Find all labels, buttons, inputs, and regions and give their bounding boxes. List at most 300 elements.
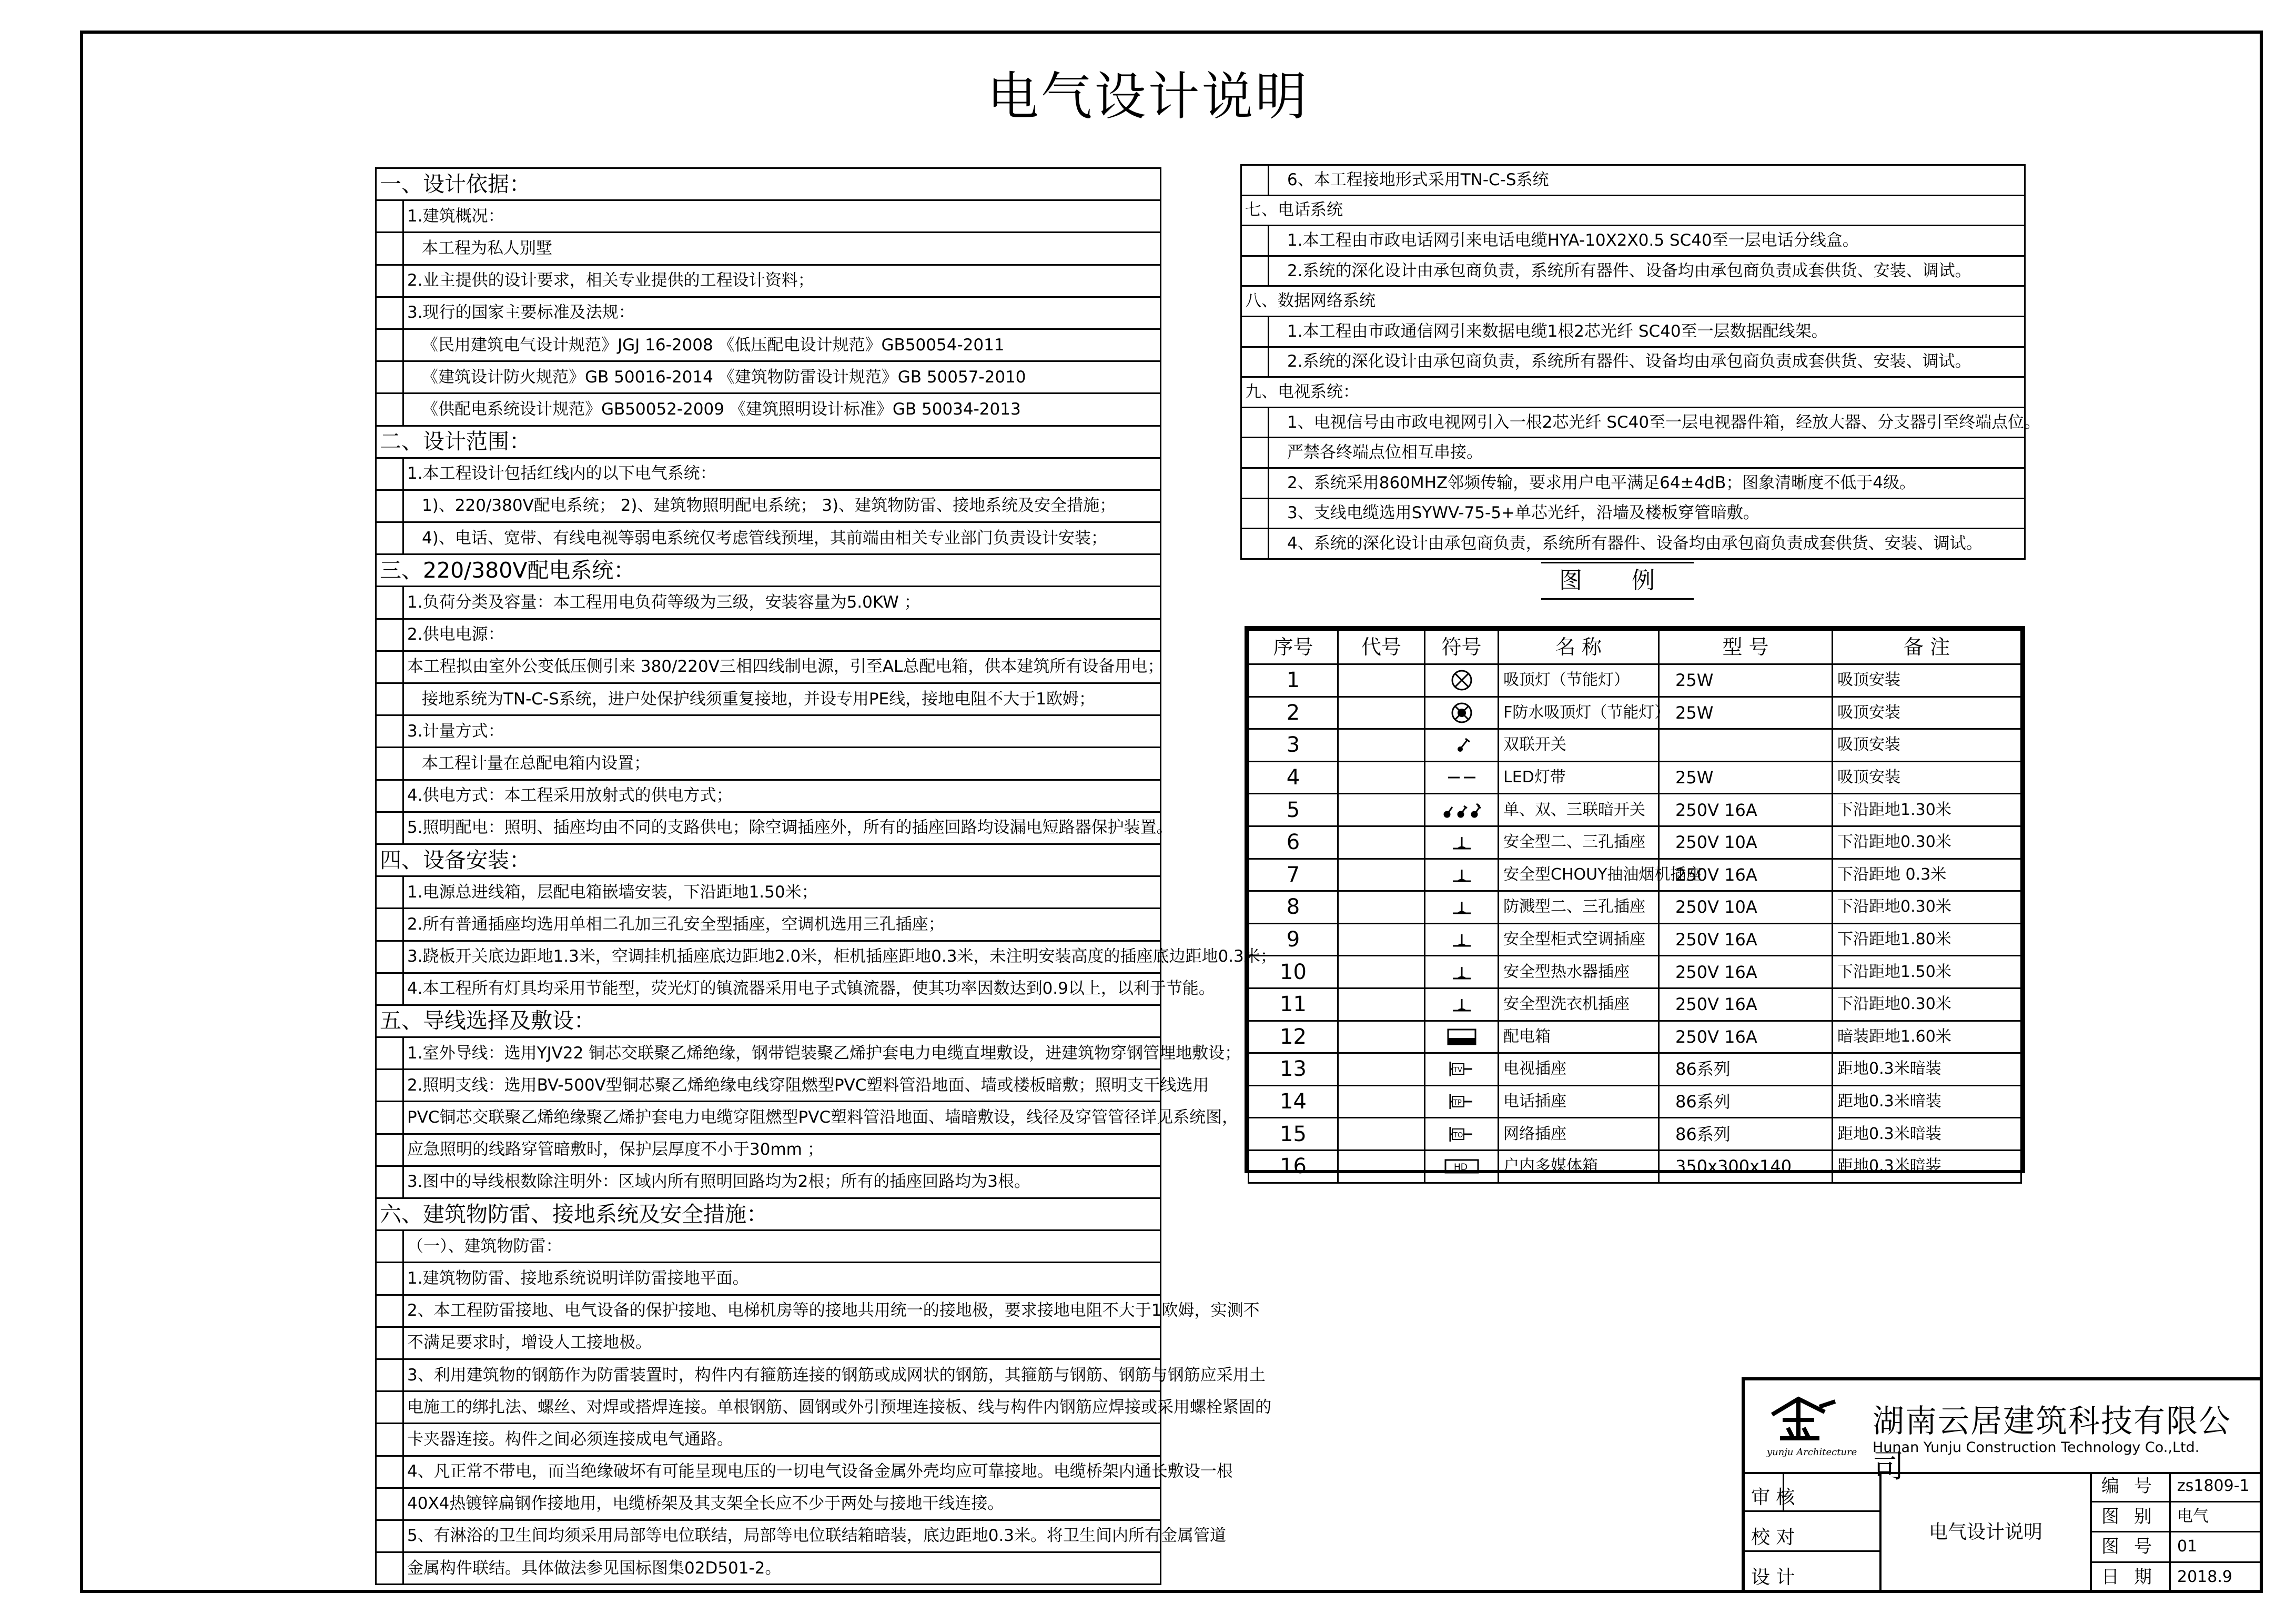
title-field-value: 2018.9	[2177, 1567, 2232, 1586]
legend-note: 距地0.3米暗装	[1833, 1118, 2021, 1151]
legend-no: 4	[1249, 761, 1338, 794]
legend-note: 下沿距地1.80米	[1833, 923, 2021, 956]
note-row	[376, 522, 1161, 554]
title-block-grid	[1745, 1472, 2263, 1593]
note-row	[376, 909, 1161, 941]
legend-note: 吸顶安装	[1833, 761, 2021, 794]
legend-note: 距地0.3米暗装	[1833, 1150, 2021, 1183]
note-margin-cell	[376, 1327, 403, 1359]
note-text: 4、凡正常不带电，而当绝缘破坏有可能呈现电压的一切电气设备金属外壳均应可靠接地。电缆桥架内通长敷设一根	[403, 1456, 1161, 1488]
page-title: 电气设计说明	[987, 67, 1309, 127]
legend-code	[1338, 859, 1425, 891]
note-text: 《民用建筑电气设计规范》JGJ 16-2008 《低压配电设计规范》GB50054-2011	[403, 329, 1161, 361]
legend-header-no: 序号	[1249, 630, 1338, 664]
legend-row	[1249, 1053, 2021, 1086]
note-text: 1)、220/380V配电系统； 2)、建筑物照明配电系统； 3)、建筑物防雷、接地系统及安全措施；	[403, 490, 1161, 522]
legend-no: 3	[1249, 729, 1338, 762]
note-text: 《建筑设计防火规范》GB 50016-2014 《建筑物防雷设计规范》GB 50057-2010	[403, 361, 1161, 394]
legend-name: 安全型二、三孔插座	[1499, 826, 1659, 859]
note-heading: 九、电视系统：	[1241, 377, 2025, 408]
legend-name: 吸顶灯（节能灯）	[1499, 664, 1659, 697]
note-row	[376, 780, 1161, 812]
note-margin-cell	[376, 1134, 403, 1166]
legend-symbol	[1425, 988, 1499, 1021]
note-margin-cell	[376, 233, 403, 265]
legend-model: 86系列	[1659, 1118, 1833, 1151]
legend-model: 350x300x140	[1659, 1150, 1833, 1183]
note-row	[376, 683, 1161, 715]
legend-header-note: 备 注	[1833, 630, 2021, 664]
note-margin-cell	[376, 748, 403, 780]
note-row	[1241, 407, 2025, 438]
note-text: 3.现行的国家主要标准及法规：	[403, 297, 1161, 329]
socket-icon	[1448, 863, 1476, 886]
note-row	[376, 973, 1161, 1005]
svg-text:TV: TV	[1453, 1066, 1462, 1075]
note-margin-cell	[376, 1424, 403, 1456]
legend-name: 安全型CHOUY抽油烟机插座	[1499, 859, 1659, 891]
note-text: 2.系统的深化设计由承包商负责，系统所有器件、设备均由承包商负责成套供货、安装、调试。	[1269, 347, 2025, 377]
note-row	[376, 748, 1161, 780]
legend-model: 250V 16A	[1659, 1021, 1833, 1053]
note-margin-cell	[376, 651, 403, 683]
title-block	[1742, 1377, 2263, 1593]
note-row	[376, 1359, 1161, 1391]
note-margin-cell	[376, 361, 403, 394]
legend-row	[1249, 794, 2021, 826]
ceiling-lamp-icon	[1448, 669, 1476, 692]
note-margin-cell	[376, 941, 403, 973]
legend-row	[1249, 664, 2021, 697]
legend-model: 86系列	[1659, 1053, 1833, 1086]
note-text: 3.跷板开关底边距地1.3米，空调挂机插座底边距地2.0米，柜机插座距地0.3米，未注明安装高度的插座底边距地0.3米；	[403, 941, 1161, 973]
note-row	[376, 1520, 1161, 1552]
note-text: 1.本工程设计包括红线内的以下电气系统：	[403, 458, 1161, 490]
legend-name: 双联开关	[1499, 729, 1659, 762]
note-row	[376, 1070, 1161, 1102]
note-margin-cell	[1241, 256, 1269, 286]
right-notes-table	[1240, 164, 2041, 560]
legend-model	[1659, 729, 1833, 762]
legend-code	[1338, 761, 1425, 794]
note-text: 40X4热镀锌扁钢作接地用，电缆桥架及其支架全长应不少于两处与接地干线连接。	[403, 1488, 1161, 1520]
note-text: 1.建筑物防雷、接地系统说明详防雷接地平面。	[403, 1263, 1161, 1295]
legend-name: 安全型热水器插座	[1499, 956, 1659, 988]
note-row	[376, 1552, 1161, 1585]
note-text: 不满足要求时，增设人工接地极。	[403, 1327, 1161, 1359]
note-margin-cell	[376, 1037, 403, 1070]
title-field-key: 图号	[2092, 1532, 2171, 1561]
note-row	[376, 233, 1161, 265]
note-row	[376, 844, 1161, 876]
title-field-value: 电气	[2177, 1507, 2209, 1526]
note-row	[1241, 377, 2025, 408]
note-margin-cell	[376, 1391, 403, 1424]
note-heading: 八、数据网络系统	[1241, 286, 2025, 317]
legend-note: 下沿距地 0.3米	[1833, 859, 2021, 891]
legend-no: 16	[1249, 1150, 1338, 1183]
company-header	[1745, 1380, 2263, 1485]
legend-symbol	[1425, 664, 1499, 697]
note-text: 1.负荷分类及容量：本工程用电负荷等级为三级，安装容量为5.0KW ；	[403, 587, 1161, 619]
note-row	[376, 1230, 1161, 1263]
note-row	[376, 1037, 1161, 1070]
note-row	[1241, 438, 2025, 468]
legend-code	[1338, 956, 1425, 988]
legend-model: 250V 16A	[1659, 923, 1833, 956]
note-heading: 七、电话系统	[1241, 195, 2025, 226]
legend-code	[1338, 1150, 1425, 1183]
waterproof-lamp-icon	[1448, 701, 1476, 724]
legend-note: 下沿距地0.30米	[1833, 891, 2021, 924]
svg-text:HD: HD	[1453, 1162, 1468, 1173]
legend-note: 下沿距地1.50米	[1833, 956, 2021, 988]
note-margin-cell	[376, 619, 403, 651]
note-row	[376, 1295, 1161, 1327]
note-text: 2.照明支线：选用BV-500V型铜芯聚乙烯绝缘电线穿阻燃型PVC塑料管沿地面、墙或楼板暗敷；照明支干线选用	[403, 1070, 1161, 1102]
note-row	[376, 168, 1161, 200]
note-row	[376, 200, 1161, 233]
legend-title: 图 例	[1541, 562, 1694, 600]
legend-code	[1338, 988, 1425, 1021]
legend-symbol	[1425, 794, 1499, 826]
legend-no: 8	[1249, 891, 1338, 924]
note-margin-cell	[376, 909, 403, 941]
legend-note: 吸顶安装	[1833, 664, 2021, 697]
legend-model: 25W	[1659, 697, 1833, 729]
legend-note: 距地0.3米暗装	[1833, 1053, 2021, 1086]
legend-code	[1338, 664, 1425, 697]
note-row	[376, 490, 1161, 522]
svg-text:TO: TO	[1453, 1131, 1463, 1139]
note-text: PVC铜芯交联聚乙烯绝缘聚乙烯护套电力电缆穿阻燃型PVC塑料管沿地面、墙暗敷设，线径及穿管管径详见系统图，	[403, 1102, 1161, 1134]
note-row	[376, 1391, 1161, 1424]
legend-model: 25W	[1659, 664, 1833, 697]
led-strip-icon	[1446, 766, 1478, 789]
note-margin-cell	[376, 715, 403, 748]
legend-header-code: 代号	[1338, 630, 1425, 664]
note-row	[376, 329, 1161, 361]
note-heading: 四、设备安装：	[376, 844, 1161, 876]
note-text: 1.电源总进线箱，层配电箱嵌墙安装，下沿距地1.50米；	[403, 876, 1161, 909]
legend-code	[1338, 826, 1425, 859]
legend-code	[1338, 697, 1425, 729]
drawing-title: 电气设计说明	[1882, 1472, 2092, 1593]
note-text: 本工程为私人别墅	[403, 233, 1161, 265]
legend-code	[1338, 891, 1425, 924]
company-name-en: Hunan Yunju Construction Technology Co.,Ltd.	[1873, 1439, 2200, 1456]
legend-model: 250V 10A	[1659, 826, 1833, 859]
legend-row	[1249, 956, 2021, 988]
note-text: 4.本工程所有灯具均采用节能型，荧光灯的镇流器采用电子式镇流器，使其功率因数达到0.9以上，以利于节能。	[403, 973, 1161, 1005]
socket-icon	[1448, 895, 1476, 919]
note-text: 1.室外导线：选用YJV22 铜芯交联聚乙烯绝缘，钢带铠装聚乙烯护套电力电缆直埋敷设，进建筑物穿钢管埋地敷设；	[403, 1037, 1161, 1070]
legend-row	[1249, 1021, 2021, 1053]
title-field-row	[2092, 1472, 2263, 1502]
note-text: 2.业主提供的设计要求，相关专业提供的工程设计资料；	[403, 265, 1161, 297]
distribution-box-icon	[1445, 1025, 1479, 1048]
legend-no: 2	[1249, 697, 1338, 729]
note-margin-cell	[376, 1488, 403, 1520]
note-margin-cell	[1241, 529, 1269, 559]
legend-code	[1338, 1021, 1425, 1053]
legend-model: 86系列	[1659, 1085, 1833, 1118]
legend-name: 电视插座	[1499, 1053, 1659, 1086]
legend-header-name: 名 称	[1499, 630, 1659, 664]
note-row	[376, 587, 1161, 619]
legend-model: 250V 16A	[1659, 859, 1833, 891]
note-margin-cell	[376, 200, 403, 233]
multimedia-box-icon	[1443, 1155, 1480, 1178]
note-row	[376, 1005, 1161, 1037]
socket-icon	[1448, 961, 1476, 984]
note-text: 卡夹器连接。构件之间必须连接成电气通路。	[403, 1424, 1161, 1456]
note-row	[376, 1488, 1161, 1520]
title-field-row	[2092, 1502, 2263, 1533]
note-text: 4.供电方式：本工程采用放射式的供电方式；	[403, 780, 1161, 812]
note-text: 4)、电话、宽带、有线电视等弱电系统仅考虑管线预埋，其前端由相关专业部门负责设计安装；	[403, 522, 1161, 554]
note-row	[1241, 468, 2025, 498]
note-row	[376, 876, 1161, 909]
note-row	[1241, 195, 2025, 226]
note-row	[376, 1102, 1161, 1134]
note-margin-cell	[1241, 226, 1269, 256]
note-row	[376, 426, 1161, 458]
note-row	[1241, 226, 2025, 256]
note-text: 5.照明配电：照明、插座均由不同的支路供电；除空调插座外，所有的插座回路均设漏电短路器保护装置。	[403, 812, 1161, 844]
note-text: 2.供电电源：	[403, 619, 1161, 651]
note-text: 电施工的绑扎法、螺丝、对焊或搭焊连接。单根钢筋、圆钢或外引预埋连接板、线与构件内钢筋应焊接或采用螺栓紧固的	[403, 1391, 1161, 1424]
note-text: 1、电视信号由市政电视网引入一根2芯光纤 SC40至一层电视器件箱，经放大器、分支器引至终端点位。	[1269, 407, 2025, 438]
title-field-row	[2092, 1563, 2263, 1593]
legend-model: 250V 16A	[1659, 988, 1833, 1021]
note-text: 1.建筑概况：	[403, 200, 1161, 233]
note-margin-cell	[376, 265, 403, 297]
legend-symbol	[1425, 1021, 1499, 1053]
legend-row	[1249, 923, 2021, 956]
legend-name: 防溅型二、三孔插座	[1499, 891, 1659, 924]
legend-model: 25W	[1659, 761, 1833, 794]
note-row	[376, 1134, 1161, 1166]
note-text: 金属构件联结。具体做法参见国标图集02D501-2。	[403, 1552, 1161, 1585]
note-text: 2、本工程防雷接地、电气设备的保护接地、电梯机房等的接地共用统一的接地极，要求接地电阻不大于1欧姆，实测不	[403, 1295, 1161, 1327]
legend-row	[1249, 988, 2021, 1021]
socket-icon	[1448, 928, 1476, 951]
note-row	[1241, 286, 2025, 317]
note-row	[376, 1263, 1161, 1295]
note-margin-cell	[1241, 165, 1269, 196]
note-row	[1241, 529, 2025, 559]
legend-name: LED灯带	[1499, 761, 1659, 794]
note-text: 严禁各终端点位相互串接。	[1269, 438, 2025, 468]
note-margin-cell	[1241, 468, 1269, 498]
note-row	[376, 715, 1161, 748]
tv-socket-icon	[1445, 1057, 1479, 1081]
note-heading: 三、220/380V配电系统：	[376, 554, 1161, 587]
legend-note: 下沿距地1.30米	[1833, 794, 2021, 826]
note-row	[376, 554, 1161, 587]
legend-symbol	[1425, 1118, 1499, 1151]
legend-code	[1338, 729, 1425, 762]
note-text: 1.本工程由市政通信网引来数据电缆1根2芯光纤 SC40至一层数据配线架。	[1269, 316, 2025, 347]
note-text: 接地系统为TN-C-S系统，进户处保护线须重复接地，并设专用PE线，接地电阻不大于1欧姆；	[403, 683, 1161, 715]
note-row	[376, 394, 1161, 426]
note-row	[376, 1166, 1161, 1198]
note-text: 3.图中的导线根数除注明外：区域内所有照明回路均为2根；所有的插座回路均为3根。	[403, 1166, 1161, 1198]
legend-name: 单、双、三联暗开关	[1499, 794, 1659, 826]
legend-header-row	[1249, 630, 2021, 664]
note-row	[376, 361, 1161, 394]
legend-symbol	[1425, 1150, 1499, 1183]
legend-no: 10	[1249, 956, 1338, 988]
legend-symbol	[1425, 826, 1499, 859]
legend-row	[1249, 826, 2021, 859]
legend-header-symbol: 符号	[1425, 630, 1499, 664]
legend-name: 配电箱	[1499, 1021, 1659, 1053]
legend-symbol	[1425, 859, 1499, 891]
note-margin-cell	[1241, 316, 1269, 347]
note-margin-cell	[376, 812, 403, 844]
note-margin-cell	[1241, 438, 1269, 468]
note-row	[376, 297, 1161, 329]
legend-row	[1249, 1118, 2021, 1151]
legend-model: 250V 10A	[1659, 891, 1833, 924]
note-text: 6、本工程接地形式采用TN-C-S系统	[1269, 165, 2025, 196]
note-text: 3、利用建筑物的钢筋作为防雷装置时，构件内有箍筋连接的钢筋或成网状的钢筋，其箍筋与钢筋、钢筋与钢筋应采用土	[403, 1359, 1161, 1391]
left-notes-table	[375, 167, 1277, 1585]
legend-note: 吸顶安装	[1833, 697, 2021, 729]
title-field-row	[2092, 1532, 2263, 1563]
legend-code	[1338, 794, 1425, 826]
note-row	[376, 812, 1161, 844]
legend-table	[1245, 626, 2025, 1179]
two-way-switch-icon	[1448, 733, 1476, 756]
legend-row	[1249, 891, 2021, 924]
legend-note: 距地0.3米暗装	[1833, 1085, 2021, 1118]
note-margin-cell	[376, 780, 403, 812]
note-margin-cell	[1241, 407, 1269, 438]
note-margin-cell	[376, 1520, 403, 1552]
title-field-key: 编号	[2092, 1472, 2171, 1501]
note-text: 3、支线电缆选用SYWV-75-5+单芯光纤，沿墙及楼板穿管暗敷。	[1269, 498, 2025, 529]
note-margin-cell	[376, 297, 403, 329]
note-margin-cell	[376, 1295, 403, 1327]
note-margin-cell	[376, 587, 403, 619]
company-logo-icon	[1762, 1391, 1867, 1459]
note-row	[1241, 165, 2025, 196]
note-text: 应急照明的线路穿管暗敷时，保护层厚度不小于30mm ；	[403, 1134, 1161, 1166]
check-label: 校 对	[1751, 1527, 1795, 1548]
note-row	[376, 1456, 1161, 1488]
note-margin-cell	[1241, 347, 1269, 377]
legend-row	[1249, 729, 2021, 762]
legend-symbol	[1425, 697, 1499, 729]
note-heading: 五、导线选择及敷设：	[376, 1005, 1161, 1037]
legend-symbol	[1425, 923, 1499, 956]
note-text: 本工程计量在总配电箱内设置；	[403, 748, 1161, 780]
legend-symbol	[1425, 956, 1499, 988]
legend-symbol	[1425, 1053, 1499, 1086]
title-field-value: 01	[2177, 1537, 2198, 1556]
svg-text:yunju Architecture: yunju Architecture	[1767, 1447, 1857, 1458]
design-label: 设 计	[1751, 1567, 1795, 1588]
legend-name: F防水吸顶灯（节能灯）	[1499, 697, 1659, 729]
legend-note: 吸顶安装	[1833, 729, 2021, 762]
note-row	[376, 458, 1161, 490]
note-margin-cell	[376, 522, 403, 554]
note-margin-cell	[376, 1456, 403, 1488]
note-text: 1.本工程由市政电话网引来电话电缆HYA-10X2X0.5 SC40至一层电话分线盒。	[1269, 226, 2025, 256]
note-margin-cell	[376, 1102, 403, 1134]
review-label: 审 核	[1751, 1487, 1795, 1508]
phone-socket-icon	[1445, 1090, 1479, 1113]
note-row	[376, 1327, 1161, 1359]
legend-symbol	[1425, 729, 1499, 762]
note-margin-cell	[376, 490, 403, 522]
svg-text:TP: TP	[1453, 1099, 1462, 1107]
note-heading: 二、设计范围：	[376, 426, 1161, 458]
legend-no: 6	[1249, 826, 1338, 859]
title-field-key: 图别	[2092, 1502, 2171, 1531]
note-text: （一）、建筑物防雷：	[403, 1230, 1161, 1263]
note-row	[376, 619, 1161, 651]
note-row	[1241, 347, 2025, 377]
legend-note: 下沿距地0.30米	[1833, 988, 2021, 1021]
legend-symbol	[1425, 1085, 1499, 1118]
note-row	[376, 941, 1161, 973]
title-field-value: zs1809-1	[2177, 1477, 2250, 1495]
note-text: 《供配电系统设计规范》GB50052-2009 《建筑照明设计标准》GB 50034-2013	[403, 394, 1161, 426]
legend-name: 电话插座	[1499, 1085, 1659, 1118]
note-row	[376, 651, 1161, 683]
legend-no: 1	[1249, 664, 1338, 697]
note-margin-cell	[1241, 498, 1269, 529]
legend-no: 9	[1249, 923, 1338, 956]
legend-code	[1338, 1053, 1425, 1086]
legend-name: 网络插座	[1499, 1118, 1659, 1151]
legend-name: 安全型洗衣机插座	[1499, 988, 1659, 1021]
company-name-cn: 湖南云居建筑科技有限公司	[1873, 1403, 2231, 1485]
note-text: 3.计量方式：	[403, 715, 1161, 748]
legend-no: 13	[1249, 1053, 1338, 1086]
legend-symbol	[1425, 891, 1499, 924]
network-socket-icon	[1445, 1123, 1479, 1146]
note-margin-cell	[376, 1070, 403, 1102]
note-text: 2.系统的深化设计由承包商负责，系统所有器件、设备均由承包商负责成套供货、安装、调试。	[1269, 256, 2025, 286]
socket-icon	[1448, 831, 1476, 854]
note-margin-cell	[376, 1166, 403, 1198]
note-row	[1241, 498, 2025, 529]
note-text: 本工程拟由室外公变低压侧引来 380/220V三相四线制电源，引至AL总配电箱，供本建筑所有设备用电；	[403, 651, 1161, 683]
note-margin-cell	[376, 683, 403, 715]
note-margin-cell	[376, 394, 403, 426]
legend-no: 11	[1249, 988, 1338, 1021]
legend-no: 14	[1249, 1085, 1338, 1118]
legend-code	[1338, 923, 1425, 956]
legend-no: 12	[1249, 1021, 1338, 1053]
legend-note: 暗装距地1.60米	[1833, 1021, 2021, 1053]
legend-model: 250V 16A	[1659, 794, 1833, 826]
legend-symbol	[1425, 761, 1499, 794]
note-margin-cell	[376, 876, 403, 909]
legend-name: 户内多媒体箱	[1499, 1150, 1659, 1183]
socket-icon	[1448, 993, 1476, 1016]
legend-code	[1338, 1085, 1425, 1118]
legend-note: 下沿距地0.30米	[1833, 826, 2021, 859]
legend-row	[1249, 697, 2021, 729]
note-margin-cell	[376, 973, 403, 1005]
legend-no: 5	[1249, 794, 1338, 826]
